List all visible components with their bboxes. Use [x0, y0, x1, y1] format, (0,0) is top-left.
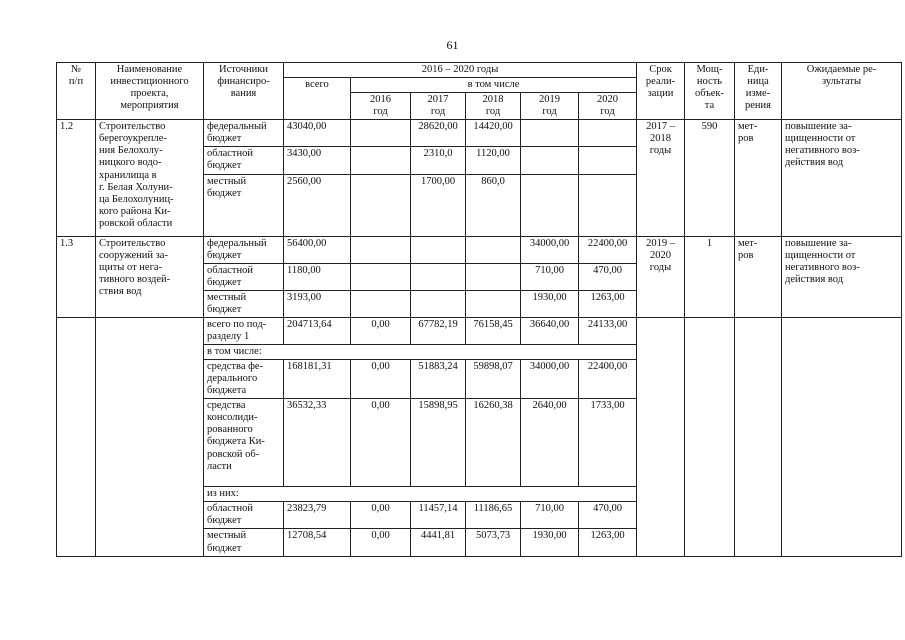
summary-consolidated-total	[284, 399, 351, 487]
summary-local-source	[204, 529, 284, 556]
p13-row2-y2018	[466, 290, 521, 317]
project-1-2-name-text: Строительство берегоукрепле- ния Белохолу- ницкого водо- хранилища в г. Белая Холуни- ца Белохолуниц- кого района Ки- ровской области	[99, 121, 174, 229]
header-year-2018	[466, 93, 521, 120]
header-term-text: Срок реали- зации	[645, 64, 676, 100]
summary-consolidated-y2018-text: 16260,38	[473, 400, 513, 412]
summary-local-y2020	[579, 529, 637, 556]
header-year-2019-text: 2019 год	[539, 94, 560, 118]
p13-row1-y2017	[411, 263, 466, 290]
p12-row0-y2016	[351, 120, 411, 147]
p12-row1-y2017-text: 2310,0	[423, 148, 453, 160]
summary-total-y2018-text: 76158,45	[473, 318, 513, 330]
header-num	[57, 63, 96, 120]
header-results-text: Ожидаемые ре- зультаты	[806, 64, 877, 88]
p12-row0-y2020	[579, 120, 637, 147]
header-name-text: Наименование инвестиционного проекта, мероприятия	[110, 64, 189, 112]
p13-row0-y2016	[351, 236, 411, 263]
p13-row1-y2018	[466, 263, 521, 290]
p13-row1-y2019-text: 710,00	[535, 264, 564, 276]
summary-regional-y2019	[521, 502, 579, 529]
p13-row2-total-text: 3193,00	[287, 291, 322, 303]
p13-row1-source	[204, 263, 284, 290]
header-including: в том числе	[351, 78, 637, 93]
p12-row2-total-text: 2560,00	[287, 175, 322, 187]
p13-row0-y2020	[579, 236, 637, 263]
header-unit-text: Еди- ница изме- рения	[745, 64, 771, 112]
project-1-2-num-text: 1.2	[60, 121, 74, 133]
project-1-2-name	[96, 120, 204, 236]
summary-federal-y2017-text: 51883,24	[418, 361, 458, 373]
header-term	[637, 63, 685, 120]
table-row	[57, 317, 902, 344]
summary-consolidated-y2019-text: 2640,00	[532, 400, 567, 412]
header-year-2017	[411, 93, 466, 120]
p12-row1-source	[204, 147, 284, 174]
summary-total-source-text: всего по под- разделу 1	[207, 318, 267, 342]
project-1-3-term-text: 2019 – 2020 годы	[646, 237, 675, 273]
header-unit	[735, 63, 782, 120]
header-total: всего	[284, 78, 351, 120]
header-capacity-text: Мощ- ность объек- та	[694, 64, 725, 112]
p12-row0-source	[204, 120, 284, 147]
p13-row2-y2017	[411, 290, 466, 317]
summary-federal-y2016	[351, 360, 411, 399]
project-1-3-result-text: повышение за- щищенности от негативного воз- действия вод	[785, 237, 860, 285]
summary-total-y2019	[521, 317, 579, 344]
p12-row1-y2019	[521, 147, 579, 174]
summary-federal-y2020-text: 22400,00	[587, 361, 628, 373]
summary-total-y2020-text: 24133,00	[587, 318, 628, 330]
summary-federal-y2016-text: 0,00	[371, 361, 390, 373]
summary-federal-source	[204, 360, 284, 399]
project-1-2-result	[782, 120, 902, 236]
header-name	[96, 63, 204, 120]
summary-local-y2018	[466, 529, 521, 556]
project-1-3-term	[637, 236, 685, 317]
header-capacity	[685, 63, 735, 120]
summary-federal-y2020	[579, 360, 637, 399]
project-1-3-num	[57, 236, 96, 317]
p12-row1-total	[284, 147, 351, 174]
summary-local-y2019	[521, 529, 579, 556]
summary-regional-source-text: областной бюджет	[207, 503, 253, 527]
table-row	[57, 120, 902, 147]
p13-row1-y2016	[351, 263, 411, 290]
summary-local-y2017	[411, 529, 466, 556]
p13-row2-y2020	[579, 290, 637, 317]
p12-row1-y2018-text: 1120,00	[476, 148, 510, 160]
summary-federal-total	[284, 360, 351, 399]
summary-local-y2018-text: 5073,73	[475, 530, 511, 542]
summary-local-total-text: 12708,54	[287, 530, 327, 542]
p13-row0-y2020-text: 22400,00	[587, 237, 628, 249]
summary-consolidated-y2020	[579, 399, 637, 487]
summary-local-y2016	[351, 529, 411, 556]
p12-row1-y2017	[411, 147, 466, 174]
summary-federal-source-text: средства фе- дерального бюджета	[207, 361, 264, 397]
p12-row2-y2020	[579, 174, 637, 236]
summary-federal-y2019	[521, 360, 579, 399]
summary-total-y2017-text: 67782,19	[418, 318, 458, 330]
p13-row1-y2020-text: 470,00	[593, 264, 622, 276]
p12-row0-source-text: федеральный бюджет	[207, 121, 267, 145]
summary-total-y2016-text: 0,00	[371, 318, 390, 330]
header-results	[782, 63, 902, 120]
p13-row2-y2020-text: 1263,00	[590, 291, 625, 303]
project-1-2-term	[637, 120, 685, 236]
summary-regional-total	[284, 502, 351, 529]
summary-federal-y2019-text: 34000,00	[529, 361, 570, 373]
project-1-3-capacity	[685, 236, 735, 317]
project-1-2-capacity	[685, 120, 735, 236]
empty-cell	[57, 317, 96, 556]
summary-local-source-text: местный бюджет	[207, 530, 247, 554]
summary-regional-y2018-text: 11186,65	[473, 503, 513, 515]
header-sources	[204, 63, 284, 120]
summary-regional-total-text: 23823,79	[287, 503, 327, 515]
header-year-2016-text: 2016 год	[370, 94, 391, 118]
summary-consolidated-y2017-text: 15898,95	[418, 400, 458, 412]
page-number: 61	[446, 38, 459, 52]
p13-row0-y2018	[466, 236, 521, 263]
summary-of-them	[204, 487, 637, 502]
project-1-3-result	[782, 236, 902, 317]
summary-federal-total-text: 168181,31	[287, 361, 332, 373]
p12-row0-y2018-text: 14420,00	[473, 121, 513, 133]
summary-consolidated-y2018	[466, 399, 521, 487]
project-1-3-name	[96, 236, 204, 317]
summary-regional-source	[204, 502, 284, 529]
summary-local-y2016-text: 0,00	[371, 530, 390, 542]
summary-total-total	[284, 317, 351, 344]
summary-total-source	[204, 317, 284, 344]
project-1-2-num	[57, 120, 96, 236]
header-year-2017-text: 2017 год	[427, 94, 449, 118]
summary-consolidated-total-text: 36532,33	[287, 400, 327, 412]
summary-consolidated-y2019	[521, 399, 579, 487]
summary-federal-y2017	[411, 360, 466, 399]
summary-regional-y2016-text: 0,00	[371, 503, 390, 515]
p12-row0-y2017-text: 28620,00	[418, 121, 458, 133]
p13-row0-total-text: 56400,00	[287, 237, 327, 249]
p12-row0-total	[284, 120, 351, 147]
p13-row2-total	[284, 290, 351, 317]
summary-consolidated-source-text: средства консолиди- рованного бюджета Ки- ровской об- ласти	[207, 400, 265, 472]
summary-total-y2016	[351, 317, 411, 344]
summary-local-total	[284, 529, 351, 556]
p12-row2-source-text: местный бюджет	[207, 175, 247, 199]
summary-consolidated-y2016-text: 0,00	[371, 400, 390, 412]
p13-row1-y2020	[579, 263, 637, 290]
summary-regional-y2016	[351, 502, 411, 529]
p13-row2-y2016	[351, 290, 411, 317]
header-period: 2016 – 2020 годы	[284, 63, 637, 78]
summary-total-y2019-text: 36640,00	[529, 318, 570, 330]
summary-regional-y2019-text: 710,00	[535, 503, 564, 515]
summary-federal-y2018-text: 59898,07	[473, 361, 513, 373]
summary-regional-y2020	[579, 502, 637, 529]
header-num-text: № п/п	[68, 64, 84, 88]
investment-table	[56, 62, 902, 557]
p12-row2-y2019	[521, 174, 579, 236]
table-row	[57, 236, 902, 263]
header-year-2018-text: 2018 год	[482, 94, 504, 118]
p13-row2-y2019	[521, 290, 579, 317]
p13-row1-total	[284, 263, 351, 290]
header-year-2020-text: 2020 год	[597, 94, 618, 118]
header-year-2016	[351, 93, 411, 120]
p13-row0-total	[284, 236, 351, 263]
empty-cell	[685, 317, 735, 556]
p13-row1-source-text: областной бюджет	[207, 264, 253, 288]
p12-row0-total-text: 43040,00	[287, 121, 327, 133]
summary-regional-y2018	[466, 502, 521, 529]
summary-federal-y2018	[466, 360, 521, 399]
summary-local-y2020-text: 1263,00	[590, 530, 625, 542]
project-1-2-unit-text: мет- ров	[738, 121, 758, 145]
empty-cell	[735, 317, 782, 556]
p13-row0-y2019-text: 34000,00	[529, 237, 570, 249]
empty-cell	[782, 317, 902, 556]
p12-row1-y2018	[466, 147, 521, 174]
summary-total-total-text: 204713,64	[287, 318, 332, 330]
p12-row1-source-text: областной бюджет	[207, 148, 253, 172]
p12-row0-y2019	[521, 120, 579, 147]
p13-row0-source	[204, 236, 284, 263]
p12-row2-y2018	[466, 174, 521, 236]
summary-total-y2017	[411, 317, 466, 344]
p12-row0-y2017	[411, 120, 466, 147]
project-1-3-name-text: Строительство сооружений за- щиты от нега- тивного воздей- ствия вод	[99, 237, 171, 297]
header-year-2020	[579, 93, 637, 120]
empty-cell	[96, 317, 204, 556]
empty-cell	[637, 317, 685, 556]
project-1-3-unit	[735, 236, 782, 317]
project-1-2-term-text: 2017 – 2018 годы	[646, 121, 675, 157]
summary-of-them-text: из них:	[207, 488, 239, 500]
summary-total-y2020	[579, 317, 637, 344]
p12-row1-y2016	[351, 147, 411, 174]
p13-row2-y2019-text: 1930,00	[532, 291, 567, 303]
p13-row0-source-text: федеральный бюджет	[207, 237, 267, 261]
p12-row2-source	[204, 174, 284, 236]
p12-row1-y2020	[579, 147, 637, 174]
p12-row1-total-text: 3430,00	[287, 148, 322, 160]
summary-regional-y2017	[411, 502, 466, 529]
p13-row0-y2017	[411, 236, 466, 263]
p12-row2-y2017-text: 1700,00	[420, 175, 456, 187]
summary-local-y2017-text: 4441,81	[420, 530, 456, 542]
summary-consolidated-y2016	[351, 399, 411, 487]
p12-row2-y2018-text: 860,0	[481, 175, 505, 187]
summary-including-text: в том числе:	[207, 346, 262, 357]
project-1-2-unit	[735, 120, 782, 236]
project-1-3-num-text: 1.3	[60, 237, 74, 249]
p13-row1-total-text: 1180,00	[287, 264, 321, 276]
p13-row2-source-text: местный бюджет	[207, 291, 247, 315]
summary-including	[204, 345, 637, 360]
project-1-3-capacity-text: 1	[706, 237, 713, 249]
p13-row2-source	[204, 290, 284, 317]
summary-consolidated-source	[204, 399, 284, 487]
p12-row2-y2016	[351, 174, 411, 236]
header-year-2019	[521, 93, 579, 120]
p13-row1-y2019	[521, 263, 579, 290]
p12-row2-y2017	[411, 174, 466, 236]
p12-row2-total	[284, 174, 351, 236]
summary-regional-y2020-text: 470,00	[593, 503, 622, 515]
p13-row0-y2019	[521, 236, 579, 263]
p12-row0-y2018	[466, 120, 521, 147]
summary-consolidated-y2017	[411, 399, 466, 487]
summary-consolidated-y2020-text: 1733,00	[590, 400, 625, 412]
summary-total-y2018	[466, 317, 521, 344]
project-1-3-unit-text: мет- ров	[738, 237, 758, 261]
project-1-2-result-text: повышение за- щищенности от негативного воз- действия вод	[785, 121, 860, 169]
summary-regional-y2017-text: 11457,14	[418, 503, 458, 515]
summary-local-y2019-text: 1930,00	[532, 530, 567, 542]
project-1-2-capacity-text: 590	[701, 121, 718, 133]
header-sources-text: Источники финансиро- вания	[217, 64, 270, 100]
